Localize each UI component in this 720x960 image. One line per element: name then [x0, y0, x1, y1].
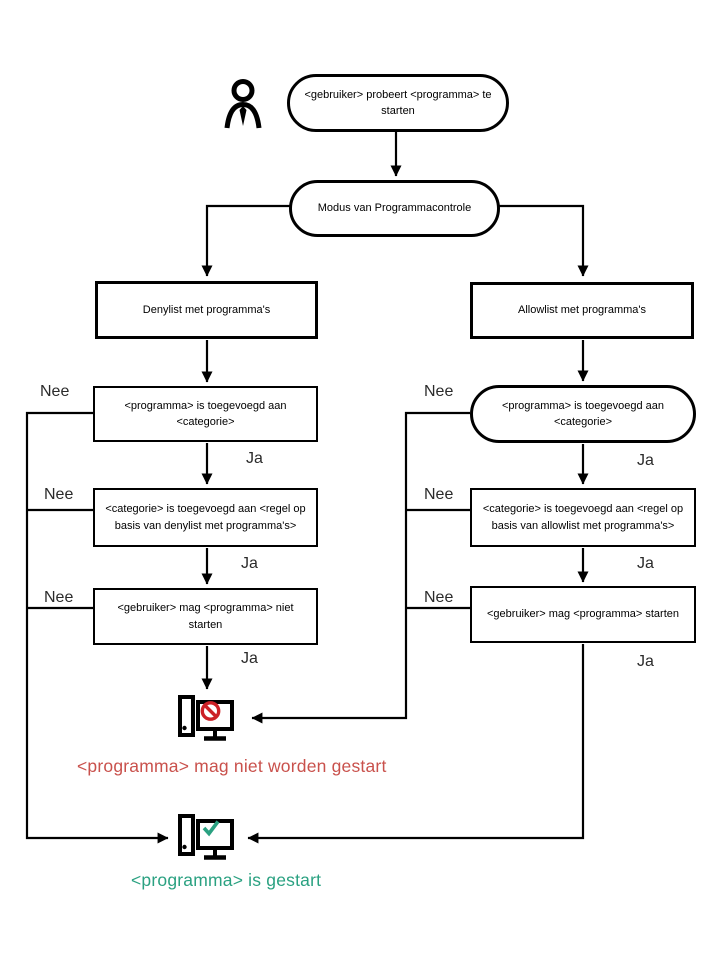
node-denylist-category-check	[93, 386, 318, 442]
edge-label-ja: Ja	[637, 653, 654, 670]
node-allow-result	[470, 586, 696, 643]
node-denylist-category-check-label: <programma> is toegevoegd aan <categorie>	[124, 399, 287, 428]
node-mode-label: Modus van Programmacontrole	[317, 202, 472, 215]
node-denylist-rule-check	[93, 488, 318, 547]
node-allowlist-category-check-label: <programma> is toegevoegd aan <categorie>	[501, 399, 665, 428]
computer-with-prohibition-icon	[177, 694, 235, 748]
node-denylist-rule-check-label: <categorie> is toegevoegd aan <regel op basis van denylist met programma's>	[105, 503, 306, 532]
edge-label-ja: Ja	[637, 555, 654, 572]
node-allowlist	[470, 282, 694, 339]
node-deny-result	[93, 588, 318, 645]
edge-label-nee: Nee	[44, 486, 74, 503]
prohibition-sign-icon	[202, 703, 218, 719]
node-start	[287, 74, 509, 132]
node-denylist	[95, 281, 318, 339]
edge-label-ja: Ja	[246, 450, 263, 467]
caption-blocked: <programma> mag niet worden gestart	[77, 756, 387, 776]
node-allowlist-category-check	[470, 385, 696, 443]
edge-label-ja: Ja	[637, 452, 654, 469]
node-allowlist-rule-check	[470, 488, 696, 547]
edge-label-ja: Ja	[241, 650, 258, 667]
caption-started: <programma> is gestart	[131, 870, 322, 890]
node-mode	[289, 180, 500, 237]
node-allowlist-rule-check-label: <categorie> is toegevoegd aan <regel op basis van allowlist met programma's>	[482, 503, 684, 532]
edge-label-ja: Ja	[241, 555, 258, 572]
edge-label-nee: Nee	[424, 383, 454, 400]
edge-mode-to-allowlist	[497, 206, 583, 276]
edge-allow-result-ja	[248, 644, 583, 838]
node-allowlist-label: Allowlist met programma's	[517, 304, 647, 317]
edge-label-nee: Nee	[424, 589, 454, 606]
node-start-label: <gebruiker> probeert <programma> te starten	[304, 88, 492, 117]
node-deny-result-label: <gebruiker> mag <programma> niet starten	[117, 602, 294, 631]
node-denylist-label: Denylist met programma's	[142, 303, 271, 316]
edge-label-nee: Nee	[40, 383, 70, 400]
edge-label-nee: Nee	[424, 486, 454, 503]
computer-with-checkmark-icon	[177, 813, 235, 867]
user-icon	[223, 79, 263, 133]
edge-mode-to-denylist	[207, 206, 293, 276]
edge-allow-nee-rail	[252, 413, 470, 718]
node-allow-result-label: <gebruiker> mag <programma> starten	[487, 608, 679, 621]
edge-label-nee: Nee	[44, 589, 74, 606]
